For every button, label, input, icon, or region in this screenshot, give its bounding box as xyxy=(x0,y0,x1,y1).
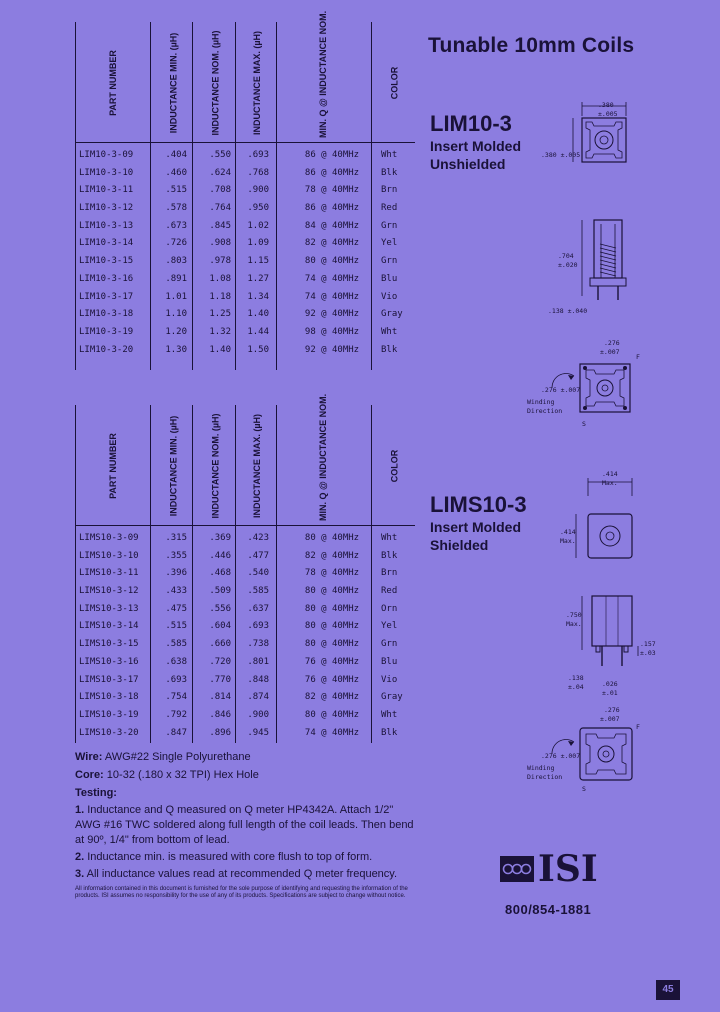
cell-ind-max: .693 xyxy=(247,150,269,160)
table-row xyxy=(75,234,415,252)
cell-min-q: 92 @ 40MHz xyxy=(304,344,360,355)
cell-min-q: 74 @ 40MHz xyxy=(304,273,360,284)
cell-ind-min: .315 xyxy=(165,533,187,543)
cell-ind-nom: .814 xyxy=(209,692,231,703)
cell-min-q: 78 @ 40MHz xyxy=(304,185,360,196)
label-s-2: S xyxy=(582,785,586,793)
cell-color: Vio xyxy=(381,291,398,302)
cell-ind-min: .726 xyxy=(165,238,187,249)
cell-min-q: 98 @ 40MHz xyxy=(304,326,360,337)
cell-color: Gray xyxy=(381,692,403,703)
header-ind-min: INDUCTANCE MIN. (µH) xyxy=(168,415,179,517)
lim-table xyxy=(75,10,415,358)
header-ind-min: INDUCTANCE MIN. (µH) xyxy=(168,32,179,134)
winding-label-2: Direction xyxy=(527,407,563,415)
dim-e-height: .750 xyxy=(566,611,582,619)
note-2-text: Inductance min. is measured with core flush to top of form. xyxy=(87,851,373,863)
core-text: 10-32 (.180 x 32 TPI) Hex Hole xyxy=(106,769,259,781)
dim-b-height: .704 xyxy=(558,252,574,260)
note-3-text: All inductance values read at recommended Q meter frequency. xyxy=(86,868,398,880)
table-row xyxy=(75,270,415,288)
dim-e-right: .157 xyxy=(640,640,656,648)
header-ind-nom: INDUCTANCE NOM. (µH) xyxy=(210,30,221,136)
cell-ind-nom: .468 xyxy=(209,568,231,579)
note-1-text: Inductance and Q measured on Q meter HP4342A. Attach 1/2" AWG #16 TWC soldered along full length of the coil leads. Then bend at 90º, 1/4" from bottom of lead. xyxy=(75,804,414,846)
cell-ind-max: 1.27 xyxy=(247,273,269,284)
table-row xyxy=(75,635,415,653)
dim-e-right-tol: ±.03 xyxy=(640,649,656,657)
cell-part-number: LIMS10-3-18 xyxy=(79,692,139,703)
dim-e-bottom-1-tol: ±.04 xyxy=(568,683,584,691)
cell-ind-max: .848 xyxy=(247,674,269,685)
dim-f-diag: .276 ±.007 xyxy=(541,752,581,760)
cell-min-q: 78 @ 40MHz xyxy=(304,568,360,579)
dim-e-bottom-2-tol: ±.01 xyxy=(602,689,618,697)
cell-part-number: LIMS10-3-09 xyxy=(79,533,139,543)
dim-b-pin: .138 ±.040 xyxy=(548,307,588,315)
cell-ind-min: 1.01 xyxy=(165,291,187,302)
dim-a-top: .380 xyxy=(598,101,614,109)
cell-ind-max: .423 xyxy=(247,533,269,543)
cell-color: Yel xyxy=(381,238,398,249)
header-color: COLOR xyxy=(389,449,399,483)
cell-ind-max: .540 xyxy=(247,568,269,579)
table-row xyxy=(75,305,415,323)
cell-ind-max: .945 xyxy=(247,727,269,738)
cell-ind-max: .637 xyxy=(247,603,269,614)
logo-text: ISI xyxy=(538,848,598,890)
cell-min-q: 92 @ 40MHz xyxy=(304,309,360,320)
testing-note-2 xyxy=(75,850,415,865)
cell-ind-nom: .978 xyxy=(209,256,231,267)
table-row xyxy=(75,547,415,565)
cell-ind-nom: 1.40 xyxy=(209,344,231,355)
cell-ind-min: .585 xyxy=(165,639,187,650)
cell-part-number: LIM10-3-15 xyxy=(79,256,134,267)
cell-part-number: LIM10-3-09 xyxy=(79,150,134,160)
cell-color: Wht xyxy=(381,150,398,160)
cell-min-q: 80 @ 40MHz xyxy=(304,621,360,632)
cell-color: Blu xyxy=(381,656,398,667)
isi-logo xyxy=(500,848,610,890)
cell-ind-nom: .846 xyxy=(209,709,231,720)
cell-ind-min: .404 xyxy=(165,150,187,160)
table-row xyxy=(75,582,415,600)
cell-ind-max: 1.15 xyxy=(247,256,269,267)
lim-subtitle-2: Unshielded xyxy=(430,156,506,172)
cell-part-number: LIMS10-3-19 xyxy=(79,709,139,720)
dim-a-side: .380 ±.005 xyxy=(541,151,581,159)
cell-ind-nom: .896 xyxy=(209,727,231,738)
cell-ind-min: .475 xyxy=(165,603,187,614)
cell-color: Blk xyxy=(381,727,398,738)
lims-table-body xyxy=(75,526,415,741)
cell-part-number: LIM10-3-10 xyxy=(79,167,134,178)
cell-color: Gray xyxy=(381,309,403,320)
cell-ind-nom: 1.25 xyxy=(209,309,231,320)
dim-d-height: .414 xyxy=(560,528,576,536)
table-row xyxy=(75,564,415,582)
cell-ind-max: 1.09 xyxy=(247,238,269,249)
cell-color: Blu xyxy=(381,273,398,284)
dim-a-top-tol: ±.005 xyxy=(598,110,618,118)
table-row xyxy=(75,146,415,164)
lims-table xyxy=(75,393,415,741)
header-color: COLOR xyxy=(389,66,399,100)
winding-label-2b: Direction xyxy=(527,773,563,781)
cell-ind-nom: .845 xyxy=(209,220,231,231)
cell-ind-min: .803 xyxy=(165,256,187,267)
cell-ind-min: .460 xyxy=(165,167,187,178)
header-ind-max: INDUCTANCE MAX. (µH) xyxy=(252,413,263,519)
cell-color: Yel xyxy=(381,621,398,632)
header-ind-max: INDUCTANCE MAX. (µH) xyxy=(252,30,263,136)
cell-part-number: LIM10-3-13 xyxy=(79,220,134,231)
lim-table-header xyxy=(75,10,415,143)
cell-ind-max: .585 xyxy=(247,586,269,597)
cell-ind-max: 1.50 xyxy=(247,344,269,355)
cell-ind-min: .515 xyxy=(165,621,187,632)
lim-subtitle-1: Insert Molded xyxy=(430,138,522,154)
label-f-2: F xyxy=(636,723,640,731)
dim-f-width: .276 xyxy=(604,706,620,714)
cell-ind-min: .693 xyxy=(165,674,187,685)
header-q: MIN. Q @ INDUCTANCE NOM. xyxy=(318,393,328,521)
cell-color: Wht xyxy=(381,533,398,543)
cell-ind-max: .738 xyxy=(247,639,269,650)
dim-f-width-tol: ±.007 xyxy=(600,715,620,723)
core-line xyxy=(75,768,415,783)
notes-block xyxy=(75,750,415,900)
cell-part-number: LIM10-3-20 xyxy=(79,344,134,355)
dim-b-height-tol: ±.020 xyxy=(558,261,578,269)
cell-min-q: 74 @ 40MHz xyxy=(304,727,360,738)
cell-ind-min: .673 xyxy=(165,220,187,231)
table-row xyxy=(75,199,415,217)
lim-table-body xyxy=(75,143,415,358)
table-row xyxy=(75,724,415,742)
cell-color: Blk xyxy=(381,550,398,561)
cell-min-q: 80 @ 40MHz xyxy=(304,709,360,720)
cell-part-number: LIM10-3-14 xyxy=(79,238,134,249)
cell-part-number: LIM10-3-18 xyxy=(79,309,134,320)
cell-color: Vio xyxy=(381,674,398,685)
note-1-number: 1. xyxy=(75,804,85,816)
cell-ind-nom: .550 xyxy=(209,150,231,160)
header-ind-nom: INDUCTANCE NOM. (µH) xyxy=(210,413,221,519)
cell-ind-nom: .624 xyxy=(209,167,231,178)
cell-min-q: 80 @ 40MHz xyxy=(304,586,360,597)
cell-color: Brn xyxy=(381,568,398,579)
cell-min-q: 82 @ 40MHz xyxy=(304,238,360,249)
cell-part-number: LIMS10-3-11 xyxy=(79,568,139,579)
testing-note-3 xyxy=(75,867,415,882)
page-title: Tunable 10mm Coils xyxy=(428,34,635,57)
cell-ind-nom: .708 xyxy=(209,185,231,196)
cell-min-q: 76 @ 40MHz xyxy=(304,674,360,685)
cell-ind-max: 1.34 xyxy=(247,291,269,302)
cell-ind-max: .801 xyxy=(247,656,269,667)
table-row xyxy=(75,688,415,706)
lims-side-view-drawing xyxy=(578,590,658,680)
dim-e-bottom-2: .026 xyxy=(602,680,618,688)
cell-ind-min: .433 xyxy=(165,586,187,597)
cell-ind-min: .396 xyxy=(165,568,187,579)
table-row xyxy=(75,706,415,724)
cell-min-q: 86 @ 40MHz xyxy=(304,150,360,160)
header-part: PART NUMBER xyxy=(108,433,118,499)
lims-subtitle-1: Insert Molded xyxy=(430,519,522,535)
phone-number: 800/854-1881 xyxy=(505,902,592,917)
testing-label: Testing: xyxy=(75,787,117,799)
cell-min-q: 84 @ 40MHz xyxy=(304,220,360,231)
header-q: MIN. Q @ INDUCTANCE NOM. xyxy=(318,10,328,138)
cell-ind-nom: .720 xyxy=(209,656,231,667)
cell-min-q: 80 @ 40MHz xyxy=(304,256,360,267)
cell-ind-nom: .660 xyxy=(209,639,231,650)
table-row xyxy=(75,671,415,689)
cell-ind-nom: .446 xyxy=(209,550,231,561)
wire-label: Wire: xyxy=(75,751,103,763)
cell-ind-nom: .764 xyxy=(209,203,231,214)
table-row xyxy=(75,341,415,359)
cell-ind-max: .477 xyxy=(247,550,269,561)
cell-part-number: LIMS10-3-14 xyxy=(79,621,139,632)
dim-d-height-max: Max. xyxy=(560,537,576,545)
cell-ind-max: 1.40 xyxy=(247,309,269,320)
cell-color: Red xyxy=(381,203,398,214)
cell-ind-max: .874 xyxy=(247,692,269,703)
dim-c-diag: .276 ±.007 xyxy=(541,386,581,394)
label-f: F xyxy=(636,353,640,361)
cell-part-number: LIMS10-3-15 xyxy=(79,639,139,650)
cell-min-q: 86 @ 40MHz xyxy=(304,203,360,214)
cell-ind-nom: 1.08 xyxy=(209,273,231,284)
table-row xyxy=(75,529,415,547)
dim-c-width: .276 xyxy=(604,339,620,347)
header-part: PART NUMBER xyxy=(108,50,118,116)
table-row xyxy=(75,600,415,618)
table-row xyxy=(75,288,415,306)
cell-min-q: 74 @ 40MHz xyxy=(304,291,360,302)
cell-ind-min: .891 xyxy=(165,273,187,284)
cell-ind-min: .355 xyxy=(165,550,187,561)
cell-part-number: LIM10-3-19 xyxy=(79,326,134,337)
note-3-number: 3. xyxy=(75,868,85,880)
cell-part-number: LIMS10-3-12 xyxy=(79,586,139,597)
cell-ind-min: 1.20 xyxy=(165,326,187,337)
cell-ind-nom: .770 xyxy=(209,674,231,685)
cell-color: Grn xyxy=(381,256,398,267)
cell-ind-max: .900 xyxy=(247,185,269,196)
fine-print: All information contained in this document is furnished for the sole purpose of identifying and requesting the information of the products. ISI assumes no responsibility for the use of any of its products. Specifications are subject to change without notice. xyxy=(75,886,408,899)
table-row xyxy=(75,181,415,199)
lim-series-title: LIM10-3 xyxy=(430,111,512,136)
testing-note-1 xyxy=(75,803,415,848)
wire-text: AWG#22 Single Polyurethane xyxy=(104,751,251,763)
cell-part-number: LIMS10-3-16 xyxy=(79,656,139,667)
dim-e-bottom-1: .138 xyxy=(568,674,584,682)
table-row xyxy=(75,323,415,341)
table-row xyxy=(75,617,415,635)
dim-d-width-max: Max. xyxy=(602,479,618,487)
table-row xyxy=(75,653,415,671)
cell-color: Blk xyxy=(381,344,398,355)
cell-color: Grn xyxy=(381,639,398,650)
lims-series-title: LIMS10-3 xyxy=(430,492,527,517)
cell-color: Brn xyxy=(381,185,398,196)
cell-min-q: 76 @ 40MHz xyxy=(304,656,360,667)
cell-part-number: LIM10-3-17 xyxy=(79,291,134,302)
note-2-number: 2. xyxy=(75,851,85,863)
winding-label-1: Winding xyxy=(527,398,555,406)
cell-ind-max: .768 xyxy=(247,167,269,178)
cell-color: Orn xyxy=(381,603,398,614)
cell-color: Red xyxy=(381,586,398,597)
cell-ind-nom: 1.18 xyxy=(209,291,231,302)
cell-ind-min: 1.30 xyxy=(165,344,187,355)
cell-min-q: 80 @ 40MHz xyxy=(304,639,360,650)
lims-table-header xyxy=(75,393,415,526)
cell-ind-min: 1.10 xyxy=(165,309,187,320)
cell-part-number: LIM10-3-16 xyxy=(79,273,134,284)
cell-ind-nom: .369 xyxy=(209,533,231,543)
cell-ind-max: 1.44 xyxy=(247,326,269,337)
core-label: Core: xyxy=(75,769,104,781)
cell-color: Wht xyxy=(381,709,398,720)
cell-ind-max: .693 xyxy=(247,621,269,632)
cell-part-number: LIM10-3-11 xyxy=(79,185,134,196)
cell-ind-min: .515 xyxy=(165,185,187,196)
dim-e-height-max: Max. xyxy=(566,620,582,628)
cell-color: Grn xyxy=(381,220,398,231)
coil-logo-icon xyxy=(500,856,534,882)
cell-ind-nom: .556 xyxy=(209,603,231,614)
cell-part-number: LIMS10-3-20 xyxy=(79,727,139,738)
cell-part-number: LIMS10-3-10 xyxy=(79,550,139,561)
lims-subtitle-2: Shielded xyxy=(430,537,489,553)
cell-min-q: 82 @ 40MHz xyxy=(304,550,360,561)
cell-ind-min: .792 xyxy=(165,709,187,720)
cell-ind-min: .847 xyxy=(165,727,187,738)
cell-min-q: 80 @ 40MHz xyxy=(304,533,360,543)
cell-ind-max: .900 xyxy=(247,709,269,720)
cell-color: Blk xyxy=(381,167,398,178)
dim-d-width: .414 xyxy=(602,470,618,478)
label-s: S xyxy=(582,420,586,428)
cell-min-q: 80 @ 40MHz xyxy=(304,603,360,614)
table-row xyxy=(75,164,415,182)
cell-min-q: 82 @ 40MHz xyxy=(304,692,360,703)
cell-part-number: LIMS10-3-17 xyxy=(79,674,139,685)
cell-ind-nom: .604 xyxy=(209,621,231,632)
wire-line xyxy=(75,750,415,765)
dim-c-width-tol: ±.007 xyxy=(600,348,620,356)
cell-ind-min: .754 xyxy=(165,692,187,703)
page-number: 45 xyxy=(656,980,680,1000)
cell-ind-min: .638 xyxy=(165,656,187,667)
winding-label-1b: Winding xyxy=(527,764,555,772)
cell-ind-max: .950 xyxy=(247,203,269,214)
lim-side-view-drawing xyxy=(578,214,638,314)
cell-part-number: LIMS10-3-13 xyxy=(79,603,139,614)
cell-ind-min: .578 xyxy=(165,203,187,214)
cell-ind-nom: .509 xyxy=(209,586,231,597)
table-row xyxy=(75,217,415,235)
cell-part-number: LIM10-3-12 xyxy=(79,203,134,214)
cell-min-q: 86 @ 40MHz xyxy=(304,167,360,178)
cell-color: Wht xyxy=(381,326,398,337)
cell-ind-max: 1.02 xyxy=(247,220,269,231)
table-row xyxy=(75,252,415,270)
cell-ind-nom: 1.32 xyxy=(209,326,231,337)
cell-ind-nom: .908 xyxy=(209,238,231,249)
